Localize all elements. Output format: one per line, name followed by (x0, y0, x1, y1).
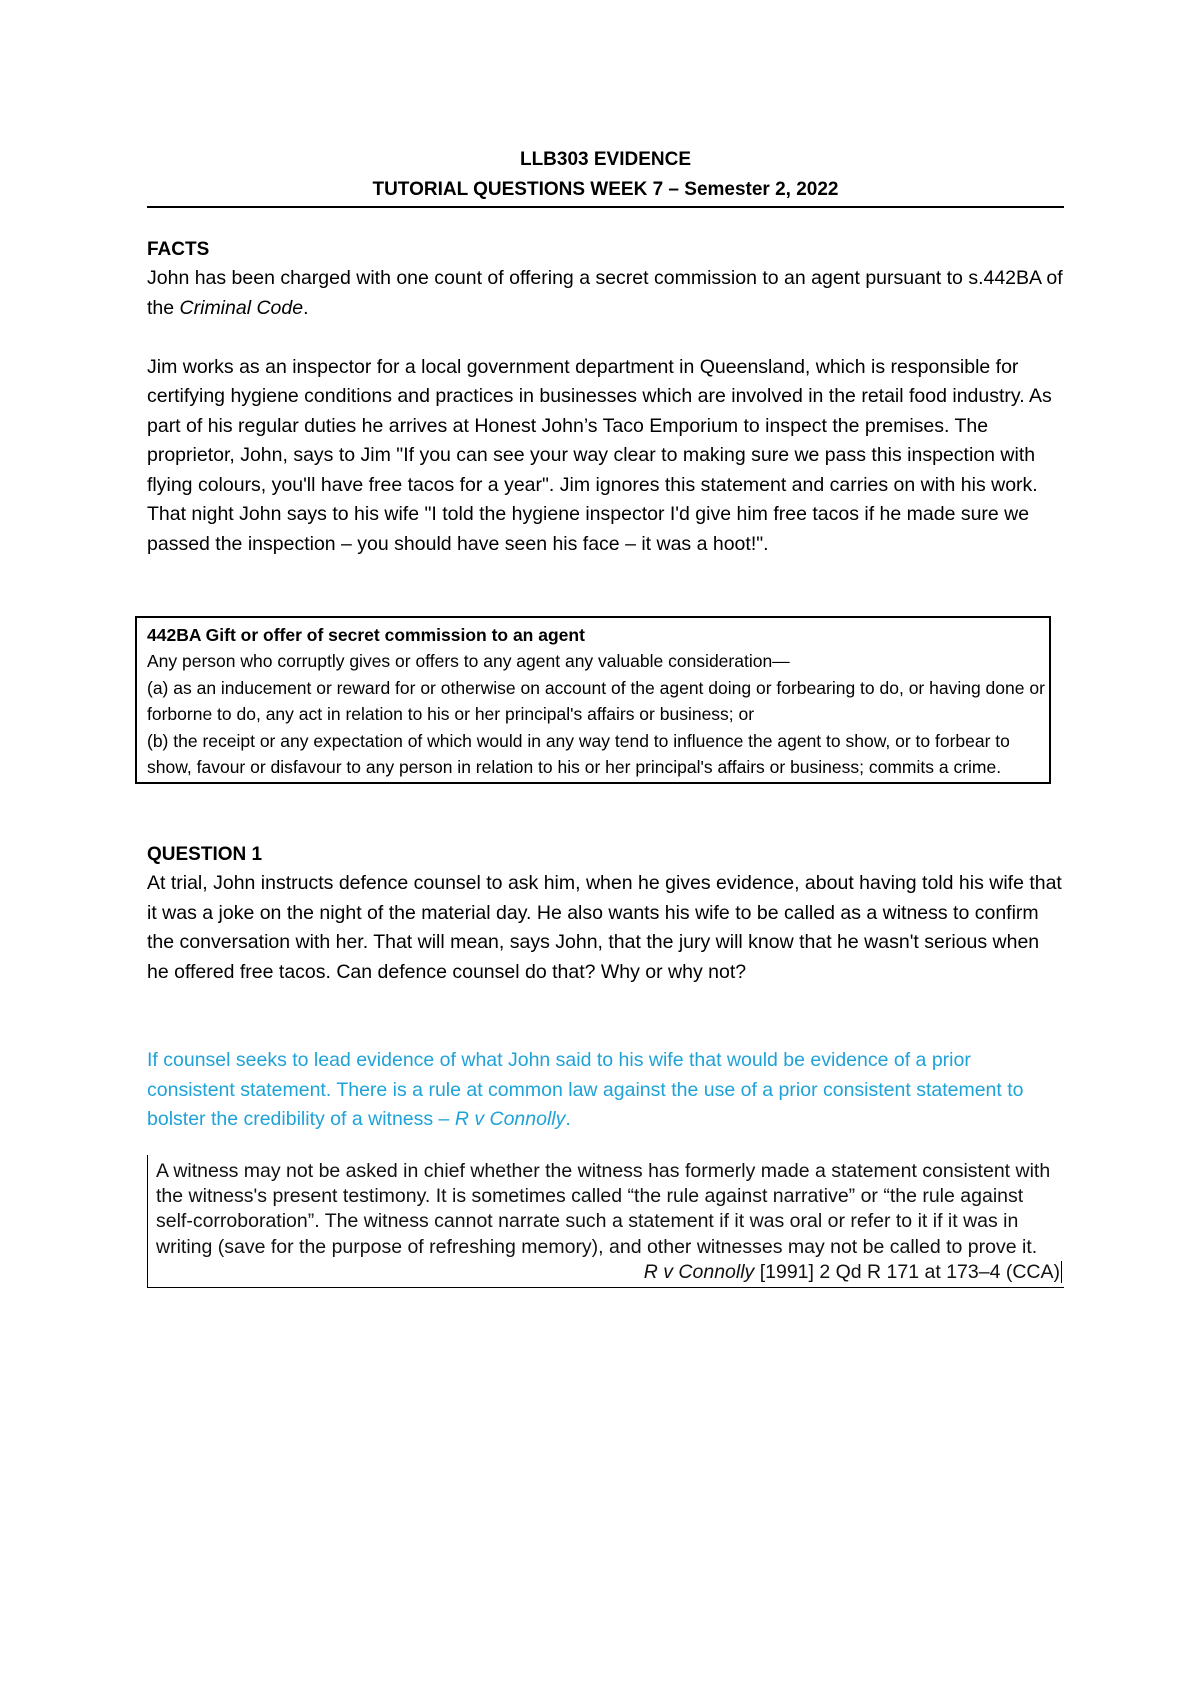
facts-para1-text: John has been charged with one count of offering a secret commission to an agent pursuant to s.442BA of the (147, 267, 1063, 319)
facts-para1-end: . (303, 296, 309, 319)
document-page (147, 145, 1064, 1288)
title-line-1: LLB303 EVIDENCE (519, 149, 692, 170)
facts-paragraph-1 (147, 264, 1064, 323)
answer-paragraph (147, 1046, 1064, 1135)
case-quote-box (147, 1155, 1064, 1288)
citation-reference: [1991] 2 Qd R 171 at 173–4 (CCA) (754, 1260, 1060, 1283)
statute-clause-b: (b) the receipt or any expectation of which would in any way tend to influence the agent to show, or to forbear to show, favour or disfavour to any person in relation to his or her principal's affairs or business; commits a crime. (147, 730, 1010, 778)
statute-title: 442BA Gift or offer of secret commission to an agent (147, 625, 585, 645)
citation-wrapper (644, 1261, 1062, 1283)
facts-paragraph-2: Jim works as an inspector for a local government department in Queensland, which is responsible for certifying hygiene conditions and practices in businesses which are involved in the retail food industry. As part of his regular duties he arrives at Honest John’s Taco Emporium to inspect the premises. The proprietor, John, says to Jim "If you can see your way clear to making sure we pass this inspection with flying colours, you'll have free tacos for a year". Jim ignores this statement and carries on with his work. That night John says to his wife "I told the hygiene inspector I'd give him free tacos if he made sure we passed the inspection – you should have seen his face – it was a hoot!". (147, 355, 1052, 555)
case-quote-text: A witness may not be asked in chief whether the witness has formerly made a statement consistent with the witness's present testimony. It is sometimes called “the rule against narrative” or “the rule against self-corroboration”. The witness cannot narrate such a statement if it was oral or refer to it if it was in writing (save for the purpose of refreshing memory), and other witnesses may not be called to prove it. (156, 1159, 1051, 1258)
statute-clause-a: (a) as an inducement or reward for or otherwise on account of the agent doing or forbearing to do, or having done or forborne to do, any act in relation to his or her principal's affairs or business; or (147, 677, 1045, 725)
citation-case-name: R v Connolly (643, 1260, 755, 1283)
statute-intro: Any person who corruptly gives or offers to any agent any valuable consideration— (147, 651, 790, 672)
facts-heading: FACTS (147, 239, 210, 260)
case-citation (156, 1260, 1064, 1285)
title-line-2: TUTORIAL QUESTIONS WEEK 7 – Semester 2, 2022 (372, 179, 839, 200)
answer-text: If counsel seeks to lead evidence of what John said to his wife that would be evidence of a prior consistent statement. There is a rule at common law against the use of a prior consistent statement to bolster the credibility of a witness – (147, 1049, 1024, 1131)
criminal-code-italic: Criminal Code (179, 296, 304, 319)
question-1-text: At trial, John instructs defence counsel to ask him, when he gives evidence, about having told his wife that it was a joke on the night of the material day. He also wants his wife to be called as a witness to confirm the conversation with her. That will mean, says John, that the jury will know that he wasn't serious when he offered free tacos. Can defence counsel do that? Why or why not? (147, 872, 1062, 983)
answer-case-italic: R v Connolly (454, 1108, 566, 1131)
answer-end: . (565, 1108, 571, 1131)
document-title (147, 145, 1064, 205)
question-1-heading: QUESTION 1 (147, 844, 263, 866)
title-divider (147, 206, 1064, 208)
statute-box (135, 616, 1051, 784)
